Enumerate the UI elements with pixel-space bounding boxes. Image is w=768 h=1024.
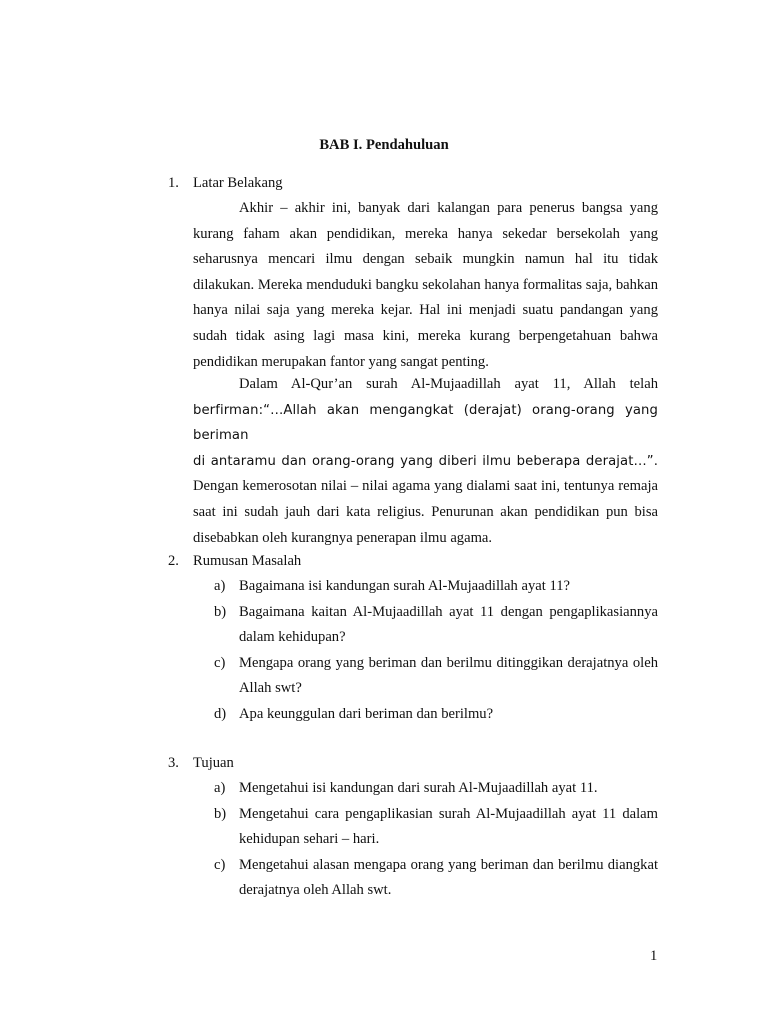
paragraph-latar-belakang-1: Akhir – akhir ini, banyak dari kalangan para penerus bangsa yang kurang faham akan pendidikan, mereka hanya sekedar bersekolah yang seharusnya mencari ilmu dengan sebaik mungkin namun hal itu tidak dilakukan. Mereka menduduki bangku sekolahan hanya formalitas saja, bahkan hanya nilai saja yang mereka kejar. Hal ini menjadi suatu pandangan yang sudah tidak asing lagi masa kini, mereka kurang berpengetahuan bahwa pendidikan merupakan fantor yang sangat penting. — [193, 200, 658, 370]
list-marker: b) — [214, 603, 227, 620]
list-item — [214, 853, 658, 904]
section-number: 3. — [168, 755, 179, 771]
list-item — [214, 651, 658, 702]
page-title: BAB I. Pendahuluan — [319, 137, 449, 153]
list-item-text: Bagaimana kaitan Al-Mujaadillah ayat 11 dengan pengaplikasiannya dalam kehidupan? — [239, 603, 658, 646]
list-item-text: Apa keunggulan dari beriman dan berilmu? — [239, 705, 494, 722]
list-item-text: Mengapa orang yang beriman dan berilmu ditinggikan derajatnya oleh Allah swt? — [239, 654, 658, 697]
section-heading-rumusan-masalah: Rumusan Masalah — [193, 553, 302, 569]
list-marker: c) — [214, 856, 226, 873]
list-marker: a) — [214, 578, 226, 594]
paragraph-lead-line: Dalam Al-Qur’an surah Al-Mujaadillah ayat 11, Allah telah — [239, 376, 658, 392]
list-item-text: Bagaimana isi kandungan surah Al-Mujaadillah ayat 11? — [239, 578, 570, 594]
page-number: 1 — [650, 948, 658, 964]
list-item-text: Mengetahui isi kandungan dari surah Al-Mujaadillah ayat 11. — [239, 780, 598, 796]
list-item — [214, 574, 658, 600]
section-heading-latar-belakang: Latar Belakang — [193, 175, 283, 191]
section-number: 1. — [168, 175, 179, 191]
list-item — [214, 802, 658, 853]
section-number: 2. — [168, 553, 179, 569]
list-marker: d) — [214, 705, 227, 722]
quote-line-2: di antaramu dan orang-orang yang diberi ilmu beberapa derajat…”. — [193, 453, 658, 469]
section-heading-tujuan: Tujuan — [193, 755, 234, 771]
list-marker: a) — [214, 780, 226, 796]
paragraph-latar-belakang-2 — [193, 372, 658, 551]
quote-line-1: berfirman:“…Allah akan mengangkat (derajat) orang-orang yang beriman — [193, 402, 658, 444]
list-item-text: Mengetahui cara pengaplikasian surah Al-Mujaadillah ayat 11 dalam kehidupan sehari – hari. — [239, 805, 658, 848]
list-item — [214, 600, 658, 651]
rumusan-masalah-list — [214, 574, 658, 728]
list-item — [214, 702, 658, 728]
list-item — [214, 776, 658, 802]
list-marker: c) — [214, 654, 226, 671]
tujuan-list — [214, 776, 658, 904]
list-marker: b) — [214, 805, 227, 822]
list-item-text: Mengetahui alasan mengapa orang yang beriman dan berilmu diangkat derajatnya oleh Allah swt. — [239, 856, 658, 899]
paragraph-rest: Dengan kemerosotan nilai – nilai agama yang dialami saat ini, tentunya remaja saat ini sudah jauh dari kata religius. Penurunan akan pendidikan pun bisa disebabkan oleh kurangnya penerapan ilmu agama. — [193, 478, 658, 546]
